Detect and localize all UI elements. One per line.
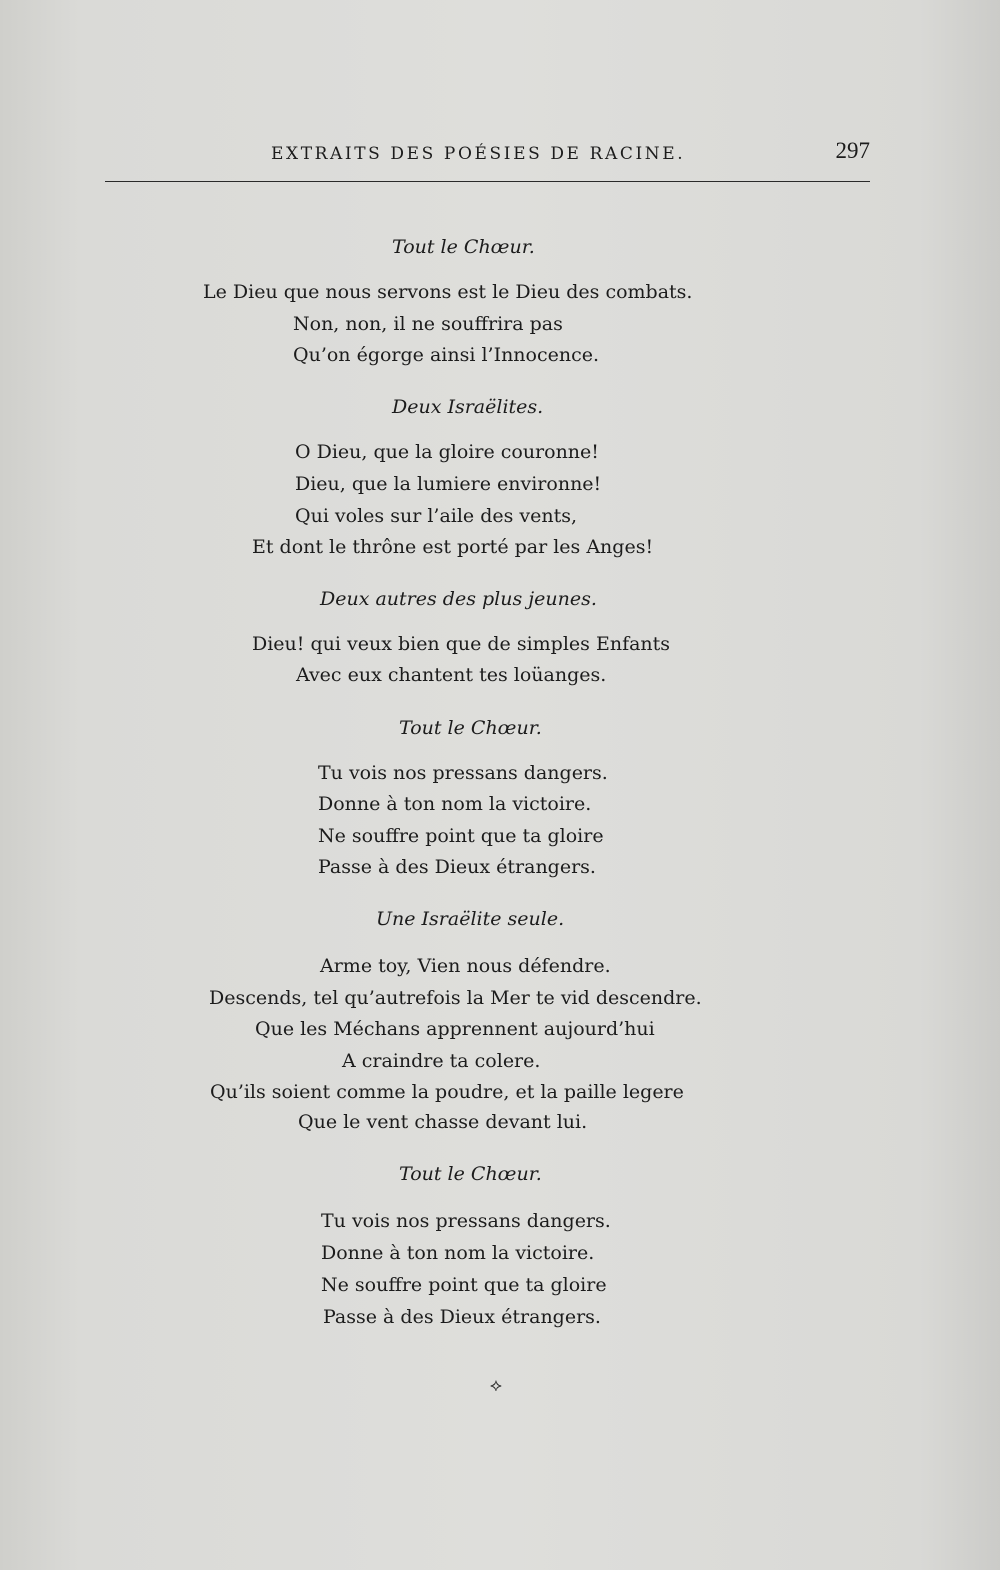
verse-line: O Dieu, que la gloire couronne! bbox=[295, 441, 599, 463]
speaker-heading: Tout le Chœur. bbox=[399, 1163, 542, 1185]
verse-line: Dieu! qui veux bien que de simples Enfants bbox=[252, 633, 671, 655]
verse-line: Dieu, que la lumiere environne! bbox=[295, 473, 602, 495]
verse-line: Qu’on égorge ainsi l’Innocence. bbox=[293, 344, 600, 366]
verse-line: Donne à ton nom la victoire. bbox=[318, 793, 592, 815]
speaker-heading: Une Israëlite seule. bbox=[376, 908, 565, 930]
verse-line: Avec eux chantent tes loüanges. bbox=[296, 664, 607, 686]
page-header bbox=[105, 138, 870, 178]
verse-line: Arme toy, Vien nous défendre. bbox=[320, 955, 611, 977]
speaker-heading: Tout le Chœur. bbox=[399, 717, 542, 739]
verse-line: Ne souffre point que ta gloire bbox=[321, 1274, 607, 1296]
verse-line: Passe à des Dieux étrangers. bbox=[318, 856, 596, 878]
verse-line: Tu vois nos pressans dangers. bbox=[321, 1210, 611, 1232]
verse-line: Descends, tel qu’autrefois la Mer te vid descendre. bbox=[209, 987, 702, 1009]
verse-line: Qui voles sur l’aile des vents, bbox=[295, 505, 578, 527]
header-rule bbox=[105, 181, 870, 182]
verse-line: Qu’ils soient comme la poudre, et la paille legere bbox=[210, 1081, 684, 1103]
speaker-heading: Deux autres des plus jeunes. bbox=[320, 588, 597, 610]
verse-line: Tu vois nos pressans dangers. bbox=[318, 762, 608, 784]
verse-line: Que les Méchans apprennent aujourd’hui bbox=[255, 1018, 655, 1040]
verse-line: A craindre ta colere. bbox=[342, 1050, 541, 1072]
speaker-heading: Tout le Chœur. bbox=[392, 236, 535, 258]
verse-line: Passe à des Dieux étrangers. bbox=[323, 1306, 601, 1328]
verse-line: Que le vent chasse devant lui. bbox=[298, 1111, 588, 1133]
verse-line: Ne souffre point que ta gloire bbox=[318, 825, 604, 847]
verse-line: Et dont le thrône est porté par les Anges! bbox=[252, 536, 654, 558]
speaker-heading: Deux Israëlites. bbox=[392, 396, 544, 418]
running-title: EXTRAITS DES POÉSIES DE RACINE. bbox=[271, 144, 686, 164]
verse-line: Non, non, il ne souffrira pas bbox=[293, 313, 563, 335]
end-ornament-icon: ⟡ bbox=[490, 1375, 502, 1396]
verse-line: Donne à ton nom la victoire. bbox=[321, 1242, 595, 1264]
verse-line: Le Dieu que nous servons est le Dieu des combats. bbox=[203, 281, 693, 303]
page-number: 297 bbox=[835, 138, 870, 163]
